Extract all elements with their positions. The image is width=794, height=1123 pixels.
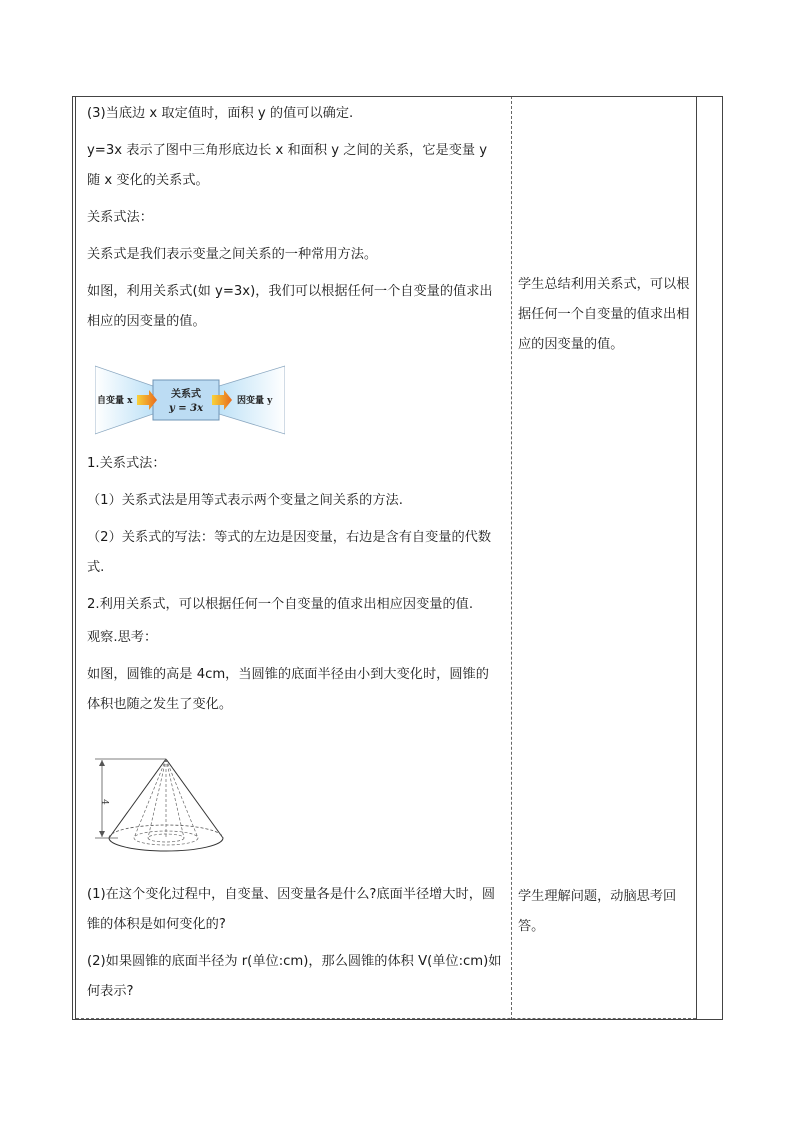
paragraph-3: 关系式法： — [87, 210, 153, 225]
paragraph-8: （2）关系式的写法：等式的左边是因变量，右边是含有自变量的代数式. — [87, 530, 492, 575]
paragraph-4: 关系式是我们表示变量之间关系的一种常用方法。 — [87, 247, 378, 262]
table-left-border — [72, 96, 73, 1020]
question-1: (1)在这个变化过程中，自变量、因变量各是什么?底面半径增大时，圆锥的体积是如何变化的? — [87, 887, 496, 932]
relation-box — [153, 380, 219, 420]
paragraph-1: (3)当底边 x 取定值时，面积 y 的值可以确定. — [87, 106, 354, 121]
cone-figure — [88, 748, 228, 858]
dependent-variable-label: 因变量 y — [237, 396, 273, 406]
side-note-2-cell — [518, 882, 690, 942]
table-bottom-border — [72, 1019, 723, 1020]
cone-height-label: 4 — [99, 799, 109, 805]
paragraph-6: 1.关系式法： — [87, 456, 166, 471]
main-cell — [87, 99, 502, 337]
main-cell-continued — [87, 449, 502, 720]
main-cell-questions — [87, 880, 502, 1007]
paragraph-2: y=3x 表示了图中三角形底边长 x 和面积 y 之间的关系，它是变量 y 随 x 变化的关系式。 — [87, 143, 488, 188]
paragraph-11: 如图，圆锥的高是 4cm，当圆锥的底面半径由小到大变化时，圆锥的体积也随之发生了变化。 — [87, 667, 489, 712]
side-note-1: 学生总结利用关系式，可以根据任何一个自变量的值求出相应的因变量的值。 — [518, 277, 690, 352]
independent-variable-label: 自变量 x — [97, 396, 133, 406]
column-divider — [511, 96, 512, 1020]
table-top-border — [72, 96, 723, 97]
column-divider-right — [696, 96, 697, 1020]
paragraph-5: 如图，利用关系式(如 y=3x)，我们可以根据任何一个自变量的值求出相应的因变量的值。 — [87, 284, 493, 329]
paragraph-7: （1）关系式法是用等式表示两个变量之间关系的方法. — [87, 493, 403, 508]
side-note-1-cell — [518, 270, 690, 360]
relation-box-formula: y = 3x — [168, 403, 204, 414]
paragraph-10: 观察.思考： — [87, 630, 158, 645]
relation-box-title: 关系式 — [171, 389, 201, 400]
table-left-inner-border — [75, 96, 76, 1020]
question-2: (2)如果圆锥的底面半径为 r(单位:cm)，那么圆锥的体积 V(单位:cm)如何表示? — [87, 954, 502, 999]
table-right-border — [722, 96, 723, 1020]
relation-diagram — [95, 362, 285, 438]
side-note-2: 学生理解问题，动脑思考回答。 — [518, 889, 677, 934]
paragraph-9: 2.利用关系式，可以根据任何一个自变量的值求出相应因变量的值. — [87, 597, 474, 612]
